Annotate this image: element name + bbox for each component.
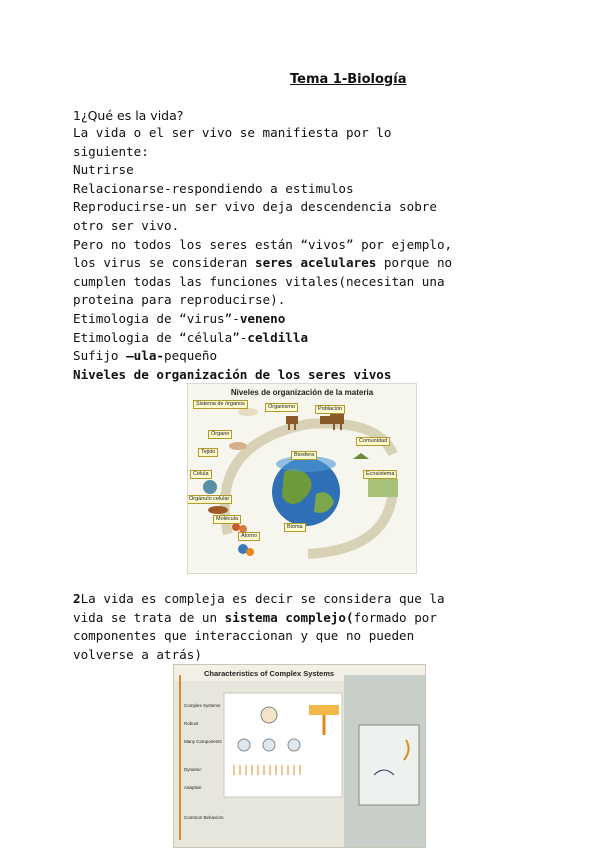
question-2-body [73,590,543,664]
text-run: pequeño [164,348,218,364]
label-biosfera: Biosfera [291,451,317,460]
text-line [73,627,543,646]
label-organulo: Orgánulo celular [187,495,232,504]
text-run: Etimologia de “virus”- [73,310,240,326]
bold-text: seres acelulares [254,255,377,271]
side-label-complex-systems: Complex Systems [184,703,221,708]
label-ecosistema: Ecosistema [363,470,397,479]
bold-text: –ula- [126,348,164,364]
text-run: proteina para reproducirse). [73,292,286,308]
text-line [73,646,543,665]
text-line [73,291,533,310]
text-line [73,366,533,385]
text-line [73,590,543,609]
text-run: porque no [376,255,453,271]
text-run: Sufijo [73,348,127,364]
question-1-heading: 1¿Qué es la vida? [73,108,184,123]
figure-1-title: Niveles de organización de la materia [230,388,374,397]
cell-drawing [203,480,217,494]
text-run: formado por [353,609,437,625]
text-run: otro ser vivo. [73,217,180,233]
label-molecula: Molécula [213,515,241,524]
text-run: La vida es compleja es decir se considera que la [80,591,445,606]
page-title: Tema 1-Biología [290,72,407,87]
text-run: componentes que interaccionan y que no pueden [73,628,415,644]
text-line [73,124,533,143]
bold-text: celdilla [247,329,309,345]
text-run: Relacionarse-respondiendo a estimulos [73,180,354,196]
bold-text: sistema complejo( [224,609,354,625]
text-line [73,254,533,273]
text-line [73,217,533,236]
bold-text: Niveles de organización de los seres vivos [73,366,392,382]
label-atomo: Átomo [238,532,260,541]
figure-2-title: Characteristics of Complex Systems [204,669,335,678]
bold-text: 2 [73,591,81,606]
side-label-adaptive: Adaptive [184,785,202,790]
text-line [73,310,533,329]
side-label-dynamic: Dynamic [184,767,202,772]
text-line [73,609,543,628]
text-run: Reproducirse-un ser vivo deja descendencia sobre [73,199,437,215]
levels-of-organization-figure [187,383,417,574]
text-line [73,329,533,348]
label-organo: Órgano [208,430,232,439]
text-line [73,347,533,366]
label-comunidad: Comunidad [356,437,390,446]
text-run: Nutrirse [73,162,134,178]
side-label-common-behaviors: Common Behaviors [184,815,224,820]
complex-systems-figure [173,664,426,848]
text-run: siguiente: [73,143,149,159]
text-run: La vida o el ser vivo se manifiesta por lo [73,125,392,140]
label-poblacion: Población [315,405,345,414]
text-line [73,236,533,255]
label-tejido: Tejido [198,448,218,457]
text-line [73,198,533,217]
text-run: vida se trata de un [73,609,225,625]
text-line [73,180,533,199]
text-run: volverse a atrás) [73,646,202,662]
side-label-robust: Robust [184,721,199,726]
text-run: Pero no todos los seres están “vivos” por ejemplo, [73,236,453,252]
text-run: los virus se consideran [73,255,255,271]
bold-text: veneno [239,310,286,326]
text-line [73,143,533,162]
text-run: Etimologia de “célula”- [73,329,248,345]
label-bioma: Bioma [284,523,306,532]
label-celula: Célula [190,470,212,479]
question-1-body [73,124,533,384]
text-run: cumplen todas las funciones vitales(necesitan una [73,273,445,289]
side-label-many-components: Many Components [184,739,222,744]
label-organismo: Organismo [265,403,298,412]
label-sistema-organos: Sistema de órganos [193,400,248,409]
text-line [73,273,533,292]
text-line [73,161,533,180]
